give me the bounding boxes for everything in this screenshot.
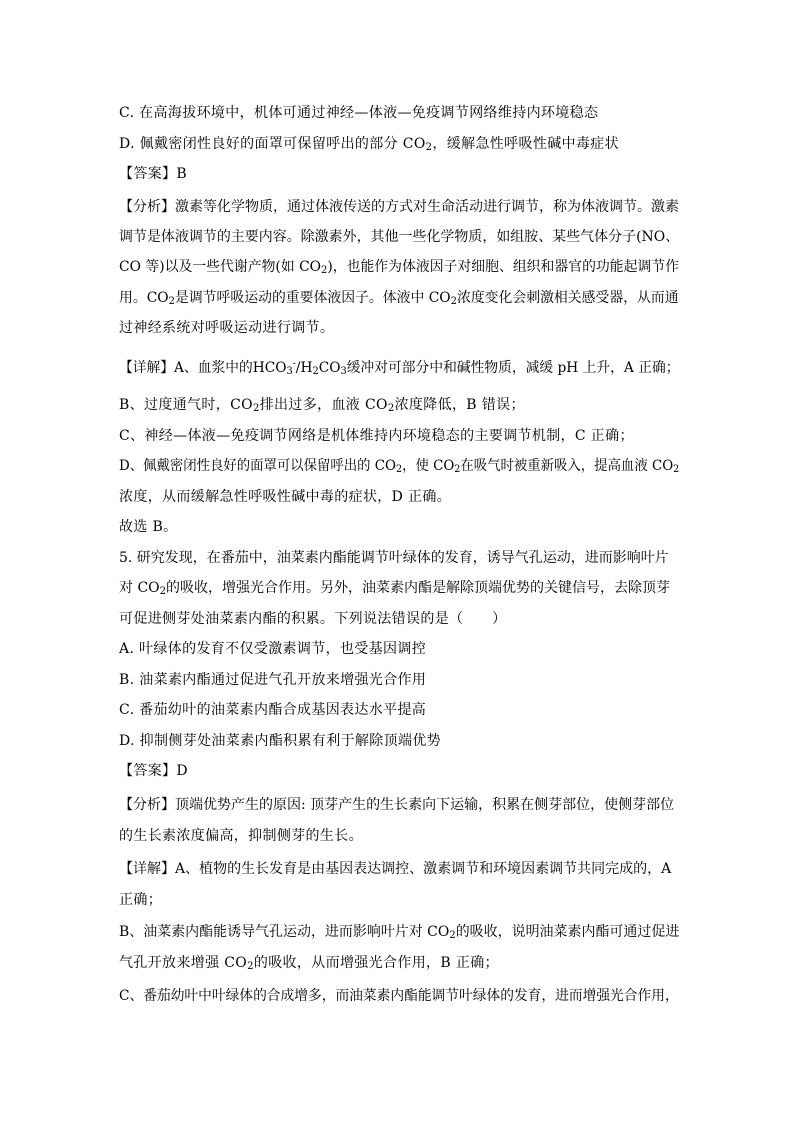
q4-option-d: D. 佩戴密闭性良好的面罩可保留呼出的部分 $CO_2$，缓解急性呼吸性碱中毒症状 [119,136,619,153]
q5-option-b: B. 油菜素内酯通过促进气孔开放来增强光合作用 [119,672,427,688]
q5-detail-a: 【详解】A、植物的生长发育是由基因表达调控、激素调节和环境因素调节共同完成的，A [119,861,672,877]
q5-detail-a: 正确； [119,892,163,908]
q4-analysis-line: 调节是体液调节的主要内容。除激素外，其他一些化学物质，如组胺、某些气体分子(NO、 [119,229,680,245]
q5-option-d: D. 抑制侧芽处油菜素内酯积累有利于解除顶端优势 [119,733,442,749]
q4-option-c: C. 在高海拔环境中，机体可通过神经—体液—免疫调节网络维持内环境稳态 [119,105,599,121]
q4-conclusion: 故选 B。 [119,519,178,535]
q5-analysis-line: 【分析】顶端优势产生的原因: 顶芽产生的生长素向下运输，积累在侧芽部位，使侧芽部位 [119,797,675,813]
q4-detail-d: D、佩戴密闭性良好的面罩可以保留呼出的 $CO_2$，使 $CO_2$在吸气时被重新吸入，提高血液 $CO_2$ [119,458,680,475]
q4-analysis-line: 【分析】激素等化学物质，通过体液传送的方式对生命活动进行调节，称为体液调节。激素 [119,199,679,215]
q4-detail-c: C、神经—体液—免疫调节网络是机体维持内环境稳态的主要调节机制，C 正确； [119,428,634,444]
q4-answer: 【答案】B [119,166,188,182]
q4-analysis-line: 过神经系统对呼吸运动进行调节。 [119,320,335,336]
q5-answer: 【答案】D [119,763,188,779]
q4-detail-b: B、过度通气时，$CO_2$排出过多，血液 $CO_2$浓度降低，B 错误； [119,397,525,414]
q4-detail-d: 浓度，从而缓解急性呼吸性碱中毒的症状，D 正确。 [119,489,452,505]
q5-stem: 对 $CO_2$的吸收，增强光合作用。另外，油菜素内酯是解除顶端优势的关键信号，去除顶芽 [119,580,671,597]
q5-stem: 可促进侧芽处油菜素内酯的积累。下列说法错误的是（ ） [119,611,507,627]
q5-detail-b: 气孔开放来增强 $CO_2$的吸收，从而增强光合作用，B 正确； [119,955,499,972]
q5-option-a: A. 叶绿体的发育不仅受激素调节，也受基因调控 [119,641,427,657]
q5-option-c: C. 番茄幼叶的油菜素内酯合成基因表达水平提高 [119,702,427,718]
q5-analysis-line: 的生长素浓度偏高，抑制侧芽的生长。 [119,828,363,844]
q5-stem: 5. 研究发现，在番茄中，油菜素内酯能调节叶绿体的发育，诱导气孔运动，进而影响叶片 [119,550,669,566]
q4-analysis-line: 用。$CO_2$是调节呼吸运动的重要体液因子。体液中 $CO_2$浓度变化会刺激相关感受器，从而通 [119,290,679,307]
q4-analysis-line: CO 等)以及一些代谢产物(如 $CO_2$)，也能作为体液因子对细胞、组织和器官的功能起调节作 [119,259,680,276]
q5-detail-b: B、油菜素内酯能诱导气孔运动，进而影响叶片对 $CO_2$的吸收，说明油菜素内酯可通过促进 [119,924,680,941]
q4-detail-a: 【详解】A、血浆中的$HCO_3^-/H_2CO_3$缓冲对可部分中和碱性物质，减缓 pH 上升，A 正确； [119,359,680,377]
q5-detail-c: C、番茄幼叶中叶绿体的合成增多，而油菜素内酯能调节叶绿体的发育，进而增强光合作用， [119,988,679,1004]
